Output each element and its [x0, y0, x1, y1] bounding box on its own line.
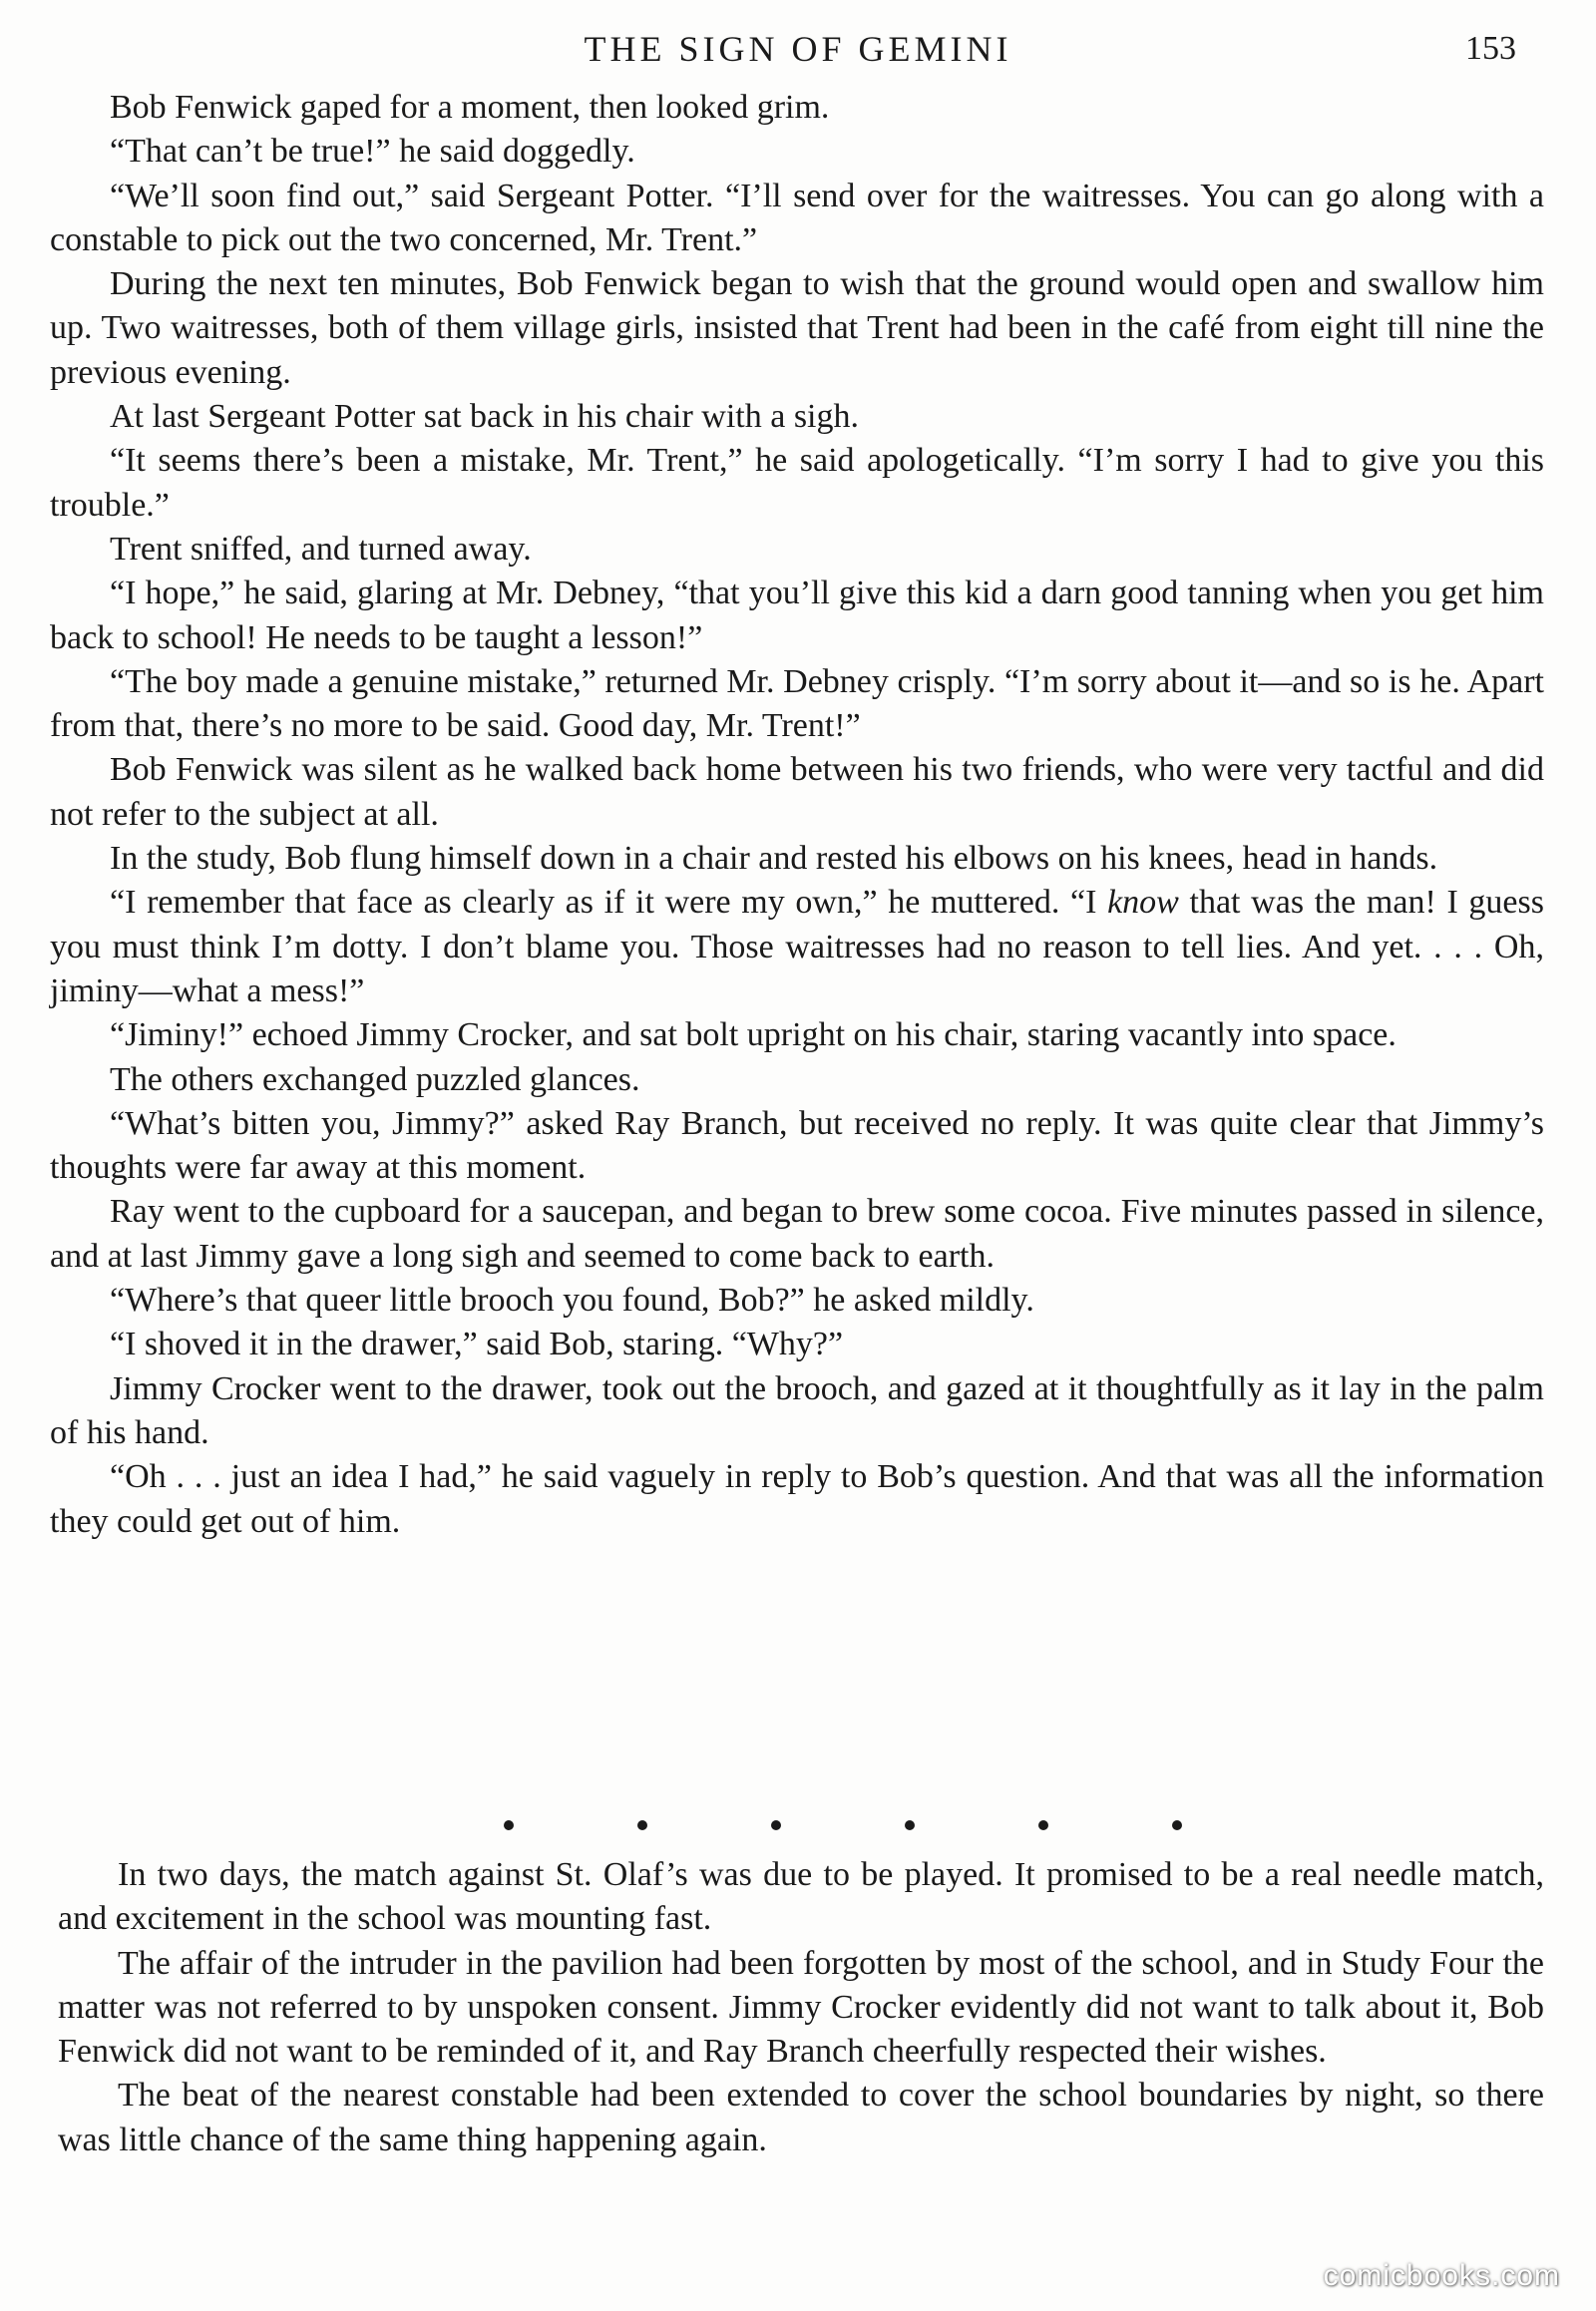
paragraph: “What’s bitten you, Jimmy?” asked Ray Branch, but received no reply. It was quite clear that Jimmy’s thoughts were far away at this moment. [50, 1104, 1544, 1187]
paragraph: “I hope,” he said, glaring at Mr. Debney, “that you’ll give this kid a darn good tanning when you get him back to school! He needs to be taught a lesson!” [50, 575, 1544, 656]
paragraph: Jimmy Crocker went to the drawer, took out the brooch, and gazed at it thoughtfully as it lay in the palm of his hand. [50, 1369, 1544, 1451]
paragraph: In two days, the match against St. Olaf’s was due to be played. It promised to be a real needle match, and excitement in the school was mounting fast. [58, 1856, 1544, 1938]
paragraph-text: that was the man! I guess you must think I’m dotty. I don’t blame you. Those waitresses had no reason to tell lies. And yet. . . . Oh, jiminy—what a mess!” [50, 884, 1544, 1009]
emphasis-text: know [1107, 884, 1179, 922]
running-title: THE SIGN OF GEMINI [584, 29, 1012, 69]
paragraph: “It seems there’s been a mistake, Mr. Trent,” he said apologetically. “I’m sorry I had to give you this trouble.” [50, 442, 1544, 524]
running-head [60, 28, 1536, 78]
paragraph: At last Sergeant Potter sat back in his chair with a sigh. [110, 398, 860, 436]
section-break-dot [504, 1820, 514, 1830]
page-number: 153 [1465, 30, 1516, 67]
section-break-dot [1038, 1820, 1048, 1830]
section-break-dot [771, 1820, 781, 1830]
paragraph: “That can’t be true!” he said doggedly. [110, 133, 635, 171]
paragraph: In the study, Bob flung himself down in a chair and rested his elbows on his knees, head in hands. [110, 840, 1438, 878]
paragraph: The others exchanged puzzled glances. [110, 1060, 640, 1098]
paragraph [50, 881, 1544, 1013]
section-break-dot [1172, 1820, 1182, 1830]
body-text [50, 86, 1544, 1544]
paragraph: The affair of the intruder in the pavilion had been forgotten by most of the school, and in Study Four the matter was not referred to by unspoken consent. Jimmy Crocker evidently did not want to talk about it, Bob Fenwick did not want to be reminded of it, and Ray Branch cheerfully respected their wishes. [58, 1944, 1544, 2071]
paragraph: “Jiminy!” echoed Jimmy Crocker, and sat bolt upright on his chair, staring vacantly into space. [110, 1016, 1396, 1054]
section-two [58, 1853, 1544, 2162]
paragraph: Trent sniffed, and turned away. [110, 530, 532, 568]
paragraph: The beat of the nearest constable had been extended to cover the school boundaries by night, so there was little chance of the same thing happening again. [58, 2077, 1544, 2158]
paragraph: Ray went to the cupboard for a saucepan, and began to brew some cocoa. Five minutes passed in silence, and at last Jimmy gave a long sigh and seemed to come back to earth. [50, 1193, 1544, 1275]
paragraph: “Where’s that queer little brooch you found, Bob?” he asked mildly. [110, 1282, 1034, 1320]
section-break-dot [905, 1820, 915, 1830]
paragraph: Bob Fenwick gaped for a moment, then looked grim. [110, 89, 830, 126]
paragraph: “I shoved it in the drawer,” said Bob, staring. “Why?” [110, 1326, 844, 1363]
paragraph: “We’ll soon find out,” said Sergeant Potter. “I’ll send over for the waitresses. You can go along with a constable to pick out the two concerned, Mr. Trent.” [50, 177, 1544, 258]
paragraph: During the next ten minutes, Bob Fenwick began to wish that the ground would open and swallow him up. Two waitresses, both of them village girls, insisted that Trent had been in the café from eight till nine the previous evening. [50, 265, 1544, 391]
watermark: comicbooks.com [1323, 2259, 1560, 2292]
paragraph: “The boy made a genuine mistake,” returned Mr. Debney crisply. “I’m sorry about it—and so is he. Apart from that, there’s no more to be said. Good day, Mr. Trent!” [50, 662, 1544, 745]
paragraph: Bob Fenwick was silent as he walked back home between his two friends, who were very tactful and did not refer to the subject at all. [50, 751, 1544, 833]
section-break-dot [637, 1820, 647, 1830]
paragraph-text: “I remember that face as clearly as if it were my own,” he muttered. “I [110, 884, 1108, 922]
paragraph: “Oh . . . just an idea I had,” he said vaguely in reply to Bob’s question. And that was all the information they could get out of him. [50, 1458, 1544, 1540]
